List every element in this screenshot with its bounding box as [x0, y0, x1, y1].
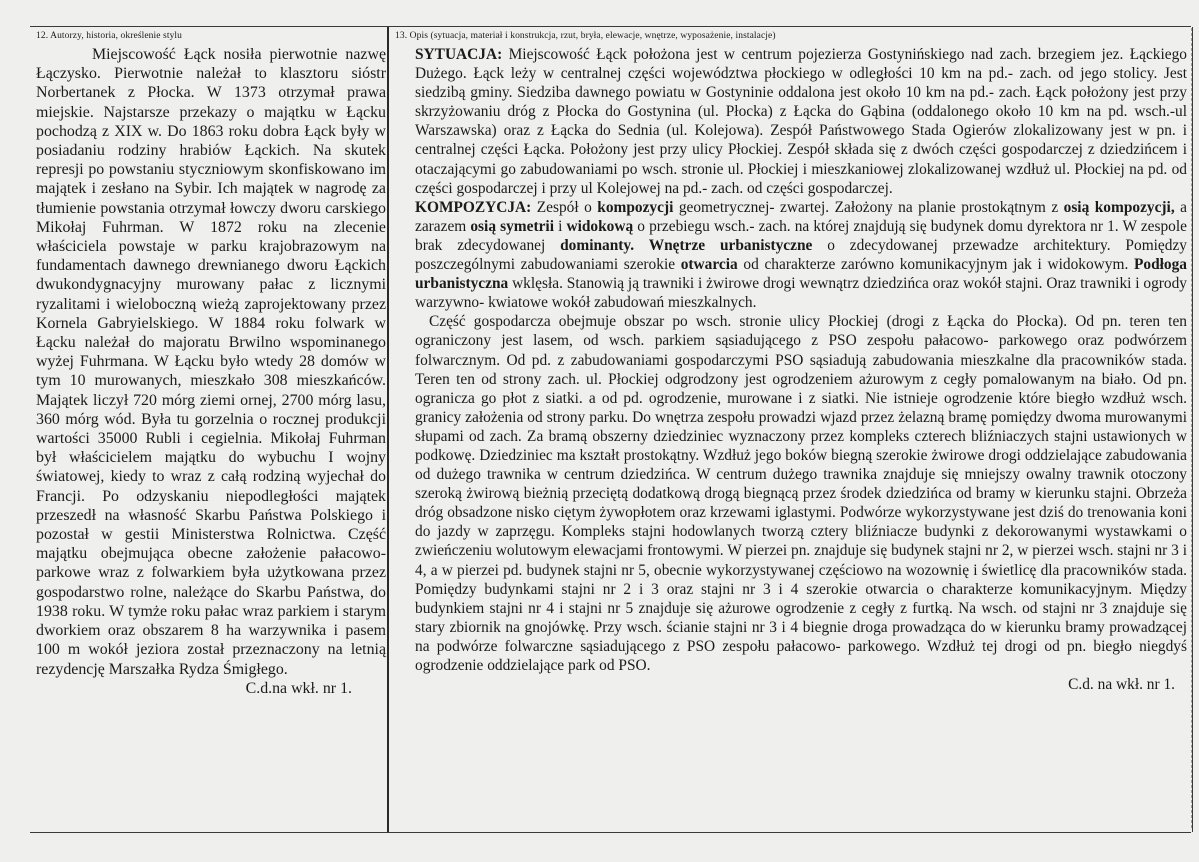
description-text [415, 45, 1187, 694]
description-column [389, 27, 1193, 832]
situation-label: SYTUACJA: [415, 46, 503, 63]
composition-term: osią kompozycji, [1063, 198, 1175, 216]
composition-text: Zespół o [531, 198, 598, 216]
composition-term: kompozycji [597, 198, 674, 216]
composition-text: o zdecydowanej przewadze architektury. Pomiędzy poszczególnymi zabudowaniami szerokie [415, 236, 1187, 274]
description-header: 13. Opis (sytuacja, materiał i konstrukcja, rzut, bryła, elewacje, wnętrze, wyposażenie, instalacje) [395, 31, 776, 41]
situation-text: Miejscowość Łąck położona jest w centrum pojezierza Gostynińskiego nad zach. brzegiem jez. Łąckiego Dużego. Łąck leży w centralnej części województwa płockiego w odległości 10 km na pd.- zach. od jego stolicy. Jest siedzibą gminy. Siedziba dawnego powiatu w Gostyninie oddalona jest około 10 km na pd.- zach. Łąck położony jest przy skrzyżowaniu dróg z Płocka do Gostynina (ul. Płocka) z Łącka do Gąbina (oddalonego około 10 km na pd. wsch.-ul Warszawska) oraz z Łącka do Sednia (ul. Kolejowa). Zespół Państwowego Stada Ogierów zlokalizowany jest w pn. i centralnej części Łącka. Położony jest przy ulicy Płockiej. Zespół składa się z dwóch części gospodarczej z dziedzińcem i otaczającymi go zabudowaniami po wsch. stronie ul. Płockiej i mieszkaniowej zlokalizowanej wzdłuż ul. Płockiej na pd. od części gospodarczej i przy ul Kolejowej na pd.- zach. od części gospodarczej. [415, 46, 1187, 197]
composition-term: otwarcia [680, 256, 738, 274]
composition-text: i [553, 217, 567, 235]
composition-label: KOMPOZYCJA: [415, 198, 532, 216]
description-continuation: C.d. na wkł. nr 1. [1068, 676, 1175, 694]
situation-paragraph [415, 45, 1187, 198]
history-header: 12. Autorzy, historia, określenie stylu [36, 31, 183, 41]
history-paragraph: Miejscowość Łąck nosiła pierwotnie nazwę Łączysko. Pierwotnie należał to klasztoru sióstr Norbertanek z Płocka. W 1373 otrzymał prawa miejskie. Najstarsze przekazy o majątku w Łącku pochodzą z XIX w. Do 1863 roku dobra Łąck były w posiadaniu rodziny hrabiów Łąckich. Na skutek represji po powstaniu styczniowym skonfiskowano im majątek i zesłano na Sybir. Ich majątek w nagrodę za tłumienie powstania otrzymał łowczy dworu carskiego Mikołaj Fuhrman. W 1872 roku na zlecenie właściciela powstaje w parku krajobrazowym na fundamentach dawnego drewnianego dworu Łąckich dwukondygnacyjny murowany pałac z licznymi ryzalitami i wieloboczną wieżą zaprojektowany przez Kornela Gabryielskiego. W 1884 roku folwark w Łącku należał do majoratu Brwilno wspominanego wyżej Fuhrmana. W Łącku było wtedy 28 domów w tym 10 murowanych, mieszkało 308 mieszkańców. Majątek liczył 720 mórg ziemi ornej, 2700 mórg lasu, 360 mórg wód. Była tu gorzelnia o rocznej produkcji wartości 35000 Rubli i cegielnia. Mikołaj Fuhrman był właścicielem majątku do wybuchu I wojny światowej, kiedy to wraz z całą rodziną wyjechał do Francji. Po odzyskaniu niepodległości majątek przeszedł na własność Skarbu Państwa Polskiego i pozostał w gestii Ministerstwa Rolnictwa. Część majątku obejmująca obecne założenie pałacowo- parkowe wraz z folwarkiem była użytkowana przez gospodarstwo rolne, należące do Skarbu Państwa, do 1938 roku. W tymże roku pałac wraz parkiem i starym dworkiem oraz obszarem 8 ha warzywnika i pasem 100 m wokół jeziora został przeznaczony na letnią rezydencję Marszałka Rydza Śmigłego. [36, 46, 386, 678]
composition-term: osią symetrii [470, 217, 554, 235]
history-continuation: C.d.na wkł. nr 1. [245, 679, 352, 697]
history-text [36, 45, 386, 698]
composition-text: a zarazem [415, 198, 1187, 235]
composition-text: od charakterze zarówno komunikacyjnym jak i widokowym. [737, 256, 1134, 274]
history-column [30, 27, 389, 832]
economic-part-paragraph: Część gospodarcza obejmuje obszar po wsch. stronie ulicy Płockiej (drogi z Łącka do Płocka). Od pn. teren ten ograniczony jest lasem, od wsch. parkiem sąsiadującego z PSO zespołu pałacowo- parkowego oraz podwórzem folwarcznym. Od pd. z zabudowaniami gospodarczymi PSO sąsiadują zabudowania mieszkalne dla pracowników stada. Teren ten od strony zach. ul. Płockiej odgrodzony jest ogrodzeniem ażurowym z cegły pomalowanym na biało. Od pn. ogranicza go płot z siatki. a od pd. ogrodzenie, murowane i z siatki. Nie istnieje ogrodzenie które biegło wzdłuż wsch. granicy założenia od strony parku. Do wnętrza zespołu prowadzi wjazd przez żelazną bramę pomiędzy dwoma murowanymi słupami od zach. Za bramą obszerny dziedziniec wyznaczony przez kompleks czterech bliźniaczych stajni ustawionych w podkowę. Dziedziniec ma kształt prostokątny. Wzdłuż jego boków biegną szerokie żwirowe drogi oddzielające zabudowania od dużego trawnika w centrum dziedzińca. W centrum dużego trawnika znajduje się mniejszy owalny trawnik otoczony szeroką żwirową bieżnią przeciętą dodatkową drogą biegnącą przez środek dziedzińca od bramy w kierunku stajni. Obrzeża dróg obsadzone nisko ciętym żywopłotem oraz krzewami iglastymi. Podwórze wykorzystywane jest dziś do trenowania koni do jazdy w zaprzęgu. Kompleks stajni hodowlanych tworzą cztery bliźniacze budynki z dekorowanymi wystawkami o zwieńczeniu wolutowym elewacjami frontowymi. W pierzei pn. znajduje się budynek stajni nr 2, w pierzei wsch. stajni nr 3 i 4, a w pierzei pd. budynek stajni nr 5, obecnie wykorzystywanej częściowo na wozownię i świetlicę dla pracowników stada. Pomiędzy budynkami stajni nr 2 i 3 oraz stajni nr 3 i 4 szerokie otwarcia o charakterze komunikacyjnym. Między budynkiem stajni nr 4 i stajni nr 5 znajduje się ażurowe ogrodzenie z cegły z furtką. Na wsch. od stajni nr 3 znajduje się stary zbiornik na gnojówkę. Przy wsch. ścianie stajni nr 3 i 4 biegnie droga prowadząca do w kierunku bramy prowadzącej na podwórze folwarczne sąsiadującego z PSO zespołu pałacowo- parkowego. Wzdłuż tej drogi od pn. biegło niegdyś ogrodzenie oddzielające park od PSO. [415, 313, 1187, 674]
composition-term: dominanty. Wnętrze urbanistyczne [560, 236, 813, 254]
scan-edge [1191, 28, 1196, 828]
composition-text: geometrycznej- zwartej. Założony na planie prostokątnym z [673, 198, 1064, 216]
composition-text: o przebiegu wsch.- zach. na której znajdują się budynek domu dyrektora nr 1. W zespole brak zdecydowanej [415, 217, 1187, 254]
table-bottom-rule [30, 832, 1191, 833]
composition-term: widokową [566, 217, 634, 235]
composition-term: Podłoga urbanistyczna [415, 256, 1187, 293]
composition-text: wklęsła. Stanowią ją trawniki i żwirowe drogi wewnątrz dziedzińca oraz wokół stajni. Oraz trawniki i ogrody warzywno- kwiatowe wokół zabudowań mieszkalnych. [415, 275, 1187, 312]
composition-paragraph [415, 198, 1187, 313]
